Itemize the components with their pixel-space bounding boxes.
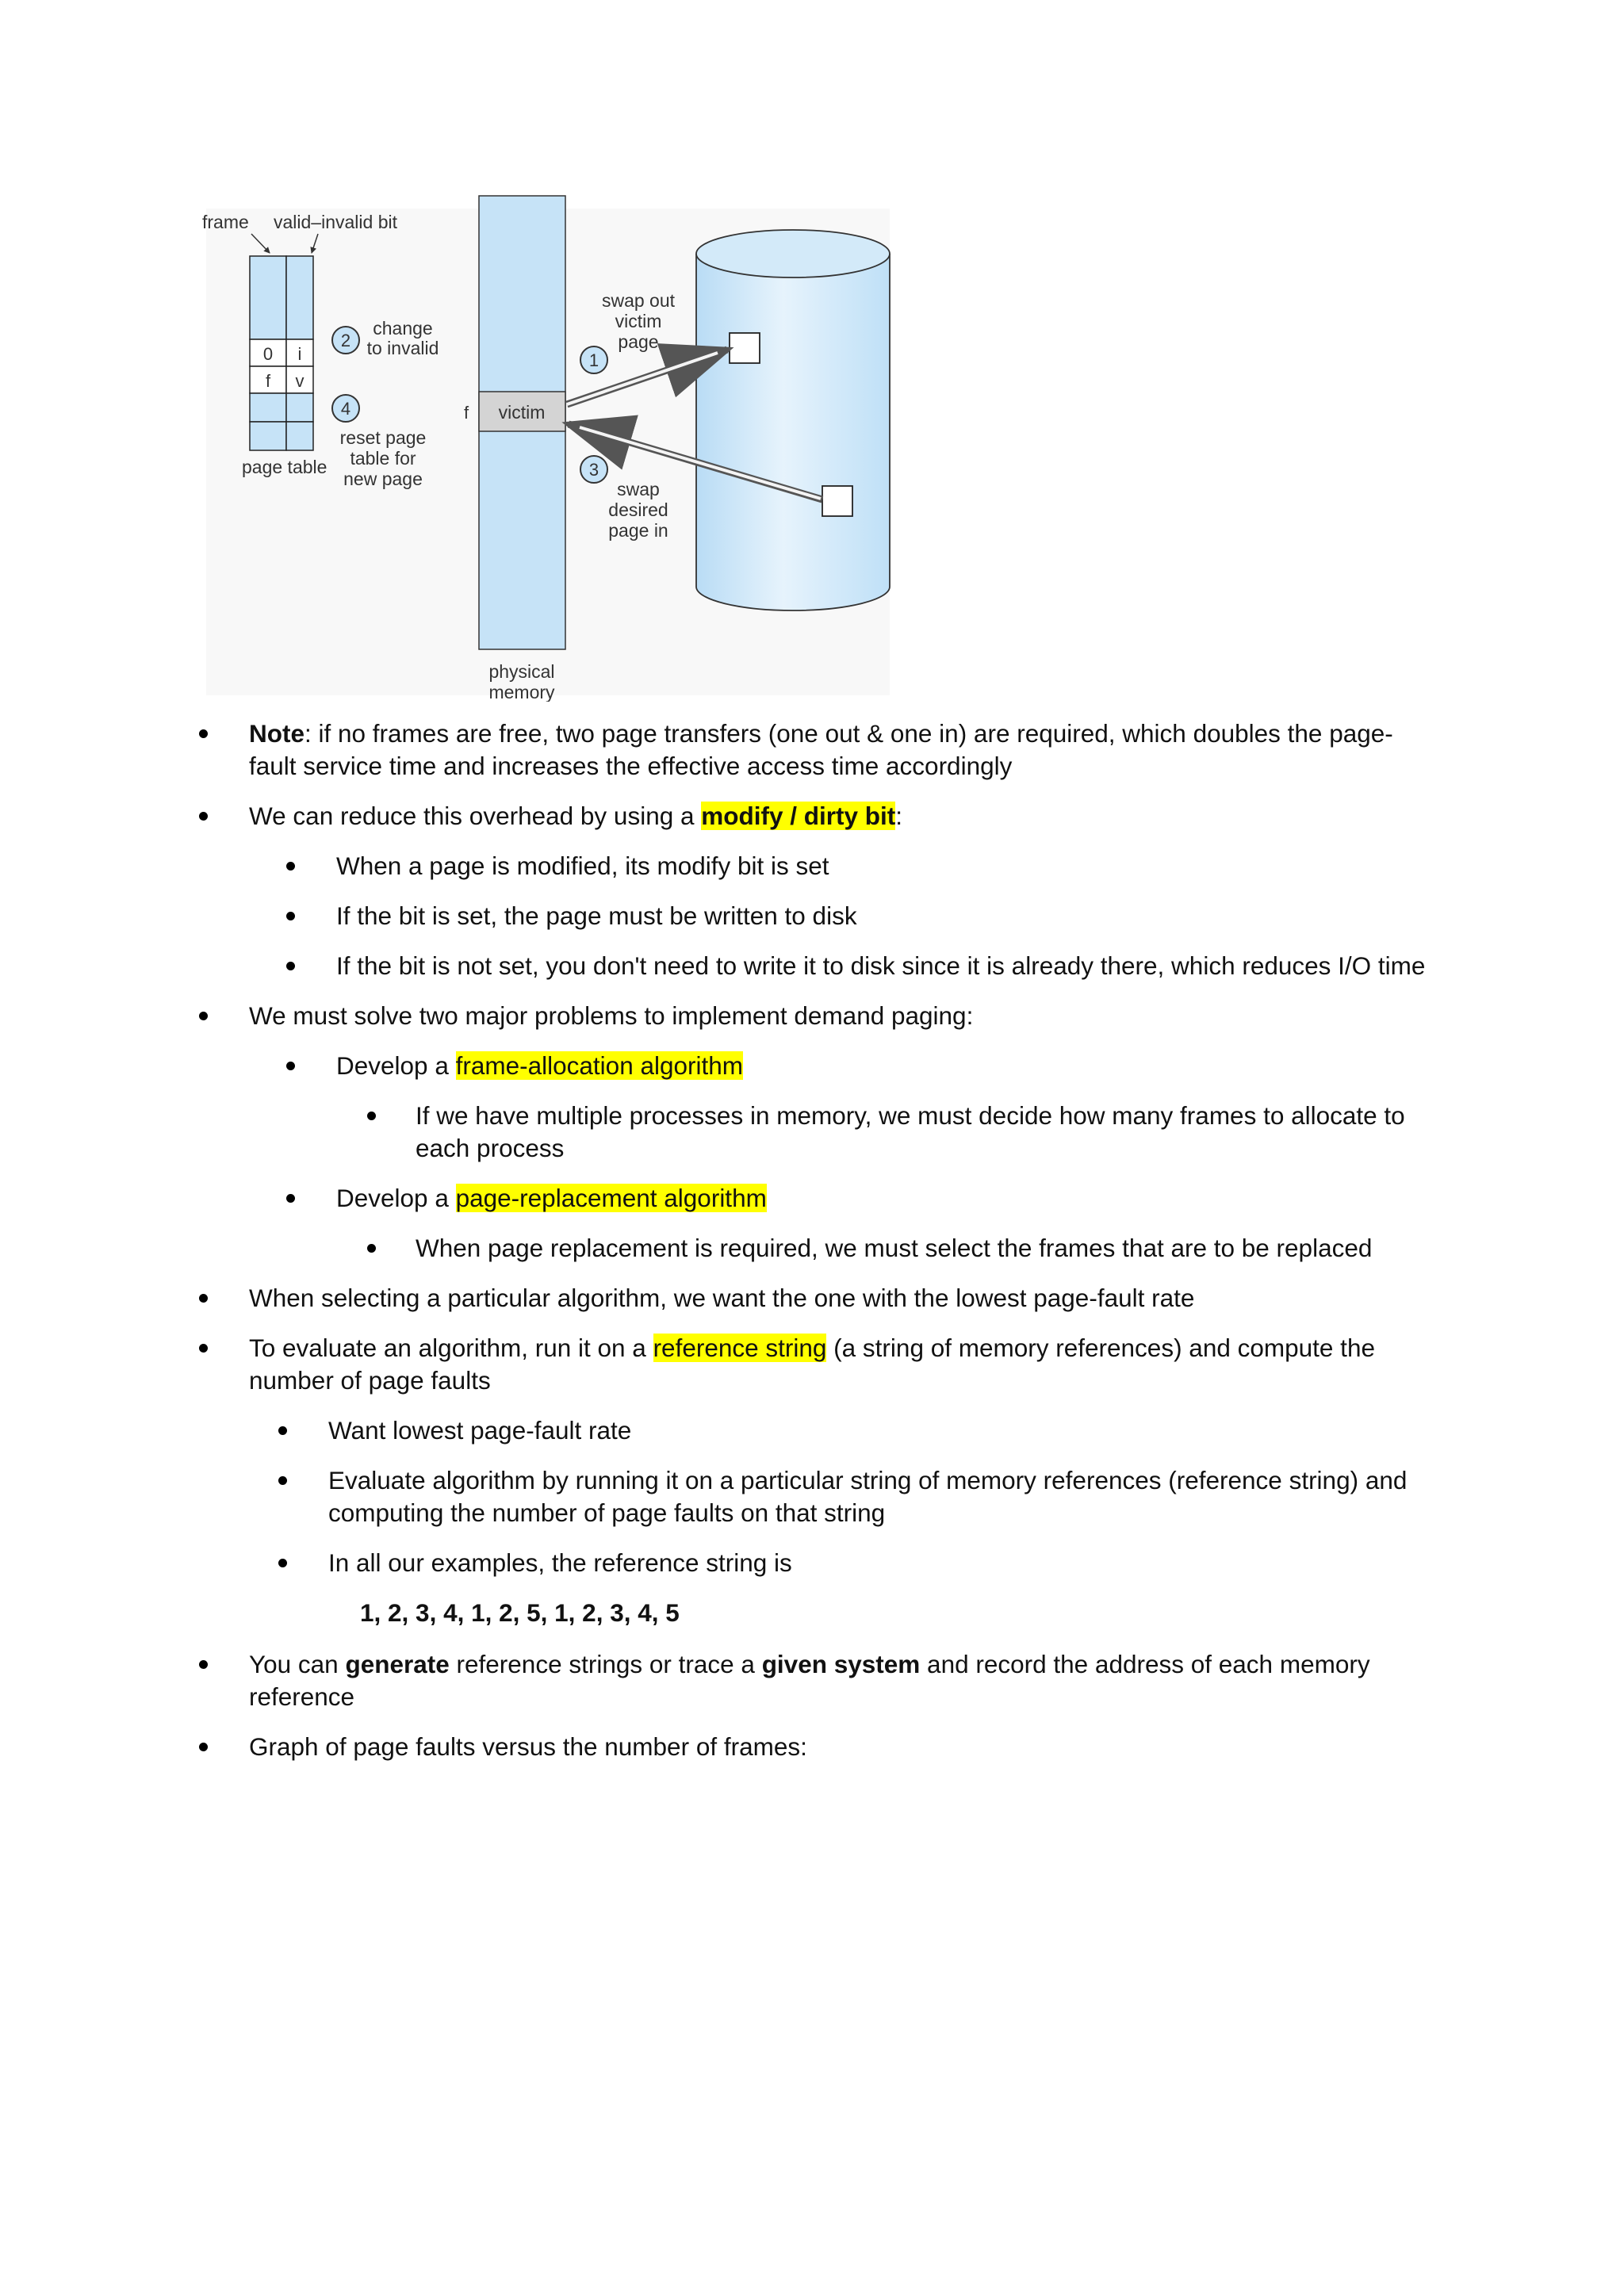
- generate-suffix: and record the address of each memory reference: [249, 1650, 1370, 1711]
- page-table-label: page table: [242, 457, 327, 477]
- memory-frame-label: f: [463, 403, 469, 423]
- valid-invalid-bit-label: valid–invalid bit: [274, 212, 397, 232]
- step-1-line-2: victim: [615, 311, 662, 331]
- list-item-frame-allocation: [284, 1050, 1434, 1082]
- step-4-number: 4: [340, 399, 351, 419]
- physical-memory-line-1: physical: [488, 661, 555, 682]
- list-item-note: [197, 718, 1434, 783]
- generate-prefix: You can: [249, 1650, 346, 1678]
- list-item-page-replacement: [284, 1182, 1434, 1215]
- table-cell-bit-v: v: [295, 371, 304, 391]
- list-item-dirty-sub-2: If the bit is set, the page must be written to disk: [284, 900, 1434, 932]
- step-1-line-1: swap out: [601, 290, 676, 311]
- list-item-evaluate-sub-2: Evaluate algorithm by running it on a particular string of memory references (reference string) and computing the number of page faults on that string: [276, 1464, 1434, 1529]
- frame-allocation-prefix: Develop a: [336, 1051, 456, 1080]
- list-item-selecting: When selecting a particular algorithm, we want the one with the lowest page-fault rate: [197, 1282, 1434, 1314]
- step-4-line-2: table for: [350, 448, 416, 469]
- page-replacement-diagram: [202, 194, 892, 702]
- evaluate-suffix: (a string of memory references) and compute the number of page faults: [249, 1334, 1375, 1395]
- page-replacement-highlight: page-replacement algorithm: [455, 1184, 767, 1212]
- table-cell-frame-0: 0: [262, 344, 274, 364]
- backing-store-disk: [696, 230, 890, 610]
- step-4-line-3: new page: [343, 469, 423, 489]
- generate-middle: reference strings or trace a: [449, 1650, 762, 1678]
- step-4-line-1: reset page: [339, 427, 427, 448]
- list-item-page-replacement-sub: When page replacement is required, we must select the frames that are to be replaced: [365, 1232, 1434, 1265]
- step-3-number: 3: [588, 460, 599, 480]
- list-item-frame-allocation-sub: If we have multiple processes in memory, we must decide how many frames to allocate to each process: [365, 1100, 1434, 1165]
- dirty-bit-prefix: We can reduce this overhead by using a: [249, 802, 702, 830]
- list-item-problems: We must solve two major problems to implement demand paging:: [197, 1000, 1434, 1032]
- given-system-bold: given system: [761, 1650, 921, 1678]
- dirty-bit-suffix: :: [895, 802, 903, 830]
- step-2-number: 2: [340, 331, 351, 350]
- step-1-line-3: page: [618, 331, 659, 352]
- victim-page-on-disk: [730, 333, 760, 363]
- page-table: [250, 256, 313, 450]
- note-text: : if no frames are free, two page transfers (one out & one in) are required, which doubles the page-fault service time and increases the effective access time accordingly: [249, 719, 1393, 780]
- notes-section: [197, 718, 1434, 1781]
- reference-string-highlight: reference string: [653, 1334, 827, 1362]
- list-item-evaluate-sub-1: Want lowest page-fault rate: [276, 1414, 1434, 1447]
- list-item-dirty-bit: [197, 800, 1434, 832]
- list-item-evaluate: [197, 1332, 1434, 1397]
- physical-memory-line-2: memory: [488, 682, 555, 702]
- step-3-line-3: page in: [608, 520, 668, 541]
- list-item-graph: Graph of page faults versus the number of frames:: [197, 1731, 1434, 1763]
- list-item-dirty-sub-1: When a page is modified, its modify bit is set: [284, 850, 1434, 882]
- dirty-bit-highlight: modify / dirty bit: [701, 802, 896, 830]
- evaluate-prefix: To evaluate an algorithm, run it on a: [249, 1334, 653, 1362]
- note-label: Note: [249, 719, 304, 748]
- list-item-generate: [197, 1648, 1434, 1713]
- step-2-line-1: change: [373, 318, 433, 339]
- step-3-line-1: swap: [617, 479, 660, 499]
- frame-allocation-highlight: frame-allocation algorithm: [455, 1051, 744, 1080]
- desired-page-on-disk: [822, 486, 852, 516]
- list-item-dirty-sub-3: If the bit is not set, you don't need to write it to disk since it is already there, which reduces I/O time: [284, 950, 1434, 982]
- table-cell-bit-i: i: [297, 344, 302, 364]
- step-2-line-2: to invalid: [366, 338, 439, 358]
- list-item-evaluate-sub-3: In all our examples, the reference string is: [276, 1547, 1434, 1579]
- page-replacement-prefix: Develop a: [336, 1184, 456, 1212]
- bullet-list-continued: [197, 1648, 1434, 1763]
- victim-label: victim: [498, 402, 546, 423]
- frame-label: frame: [202, 212, 249, 232]
- generate-bold: generate: [345, 1650, 450, 1678]
- table-cell-frame-f: f: [265, 371, 271, 391]
- step-1-number: 1: [588, 350, 599, 370]
- step-3-line-2: desired: [608, 499, 668, 520]
- bullet-list: [197, 718, 1434, 1579]
- reference-string: 1, 2, 3, 4, 1, 2, 5, 1, 2, 3, 4, 5: [360, 1598, 680, 1627]
